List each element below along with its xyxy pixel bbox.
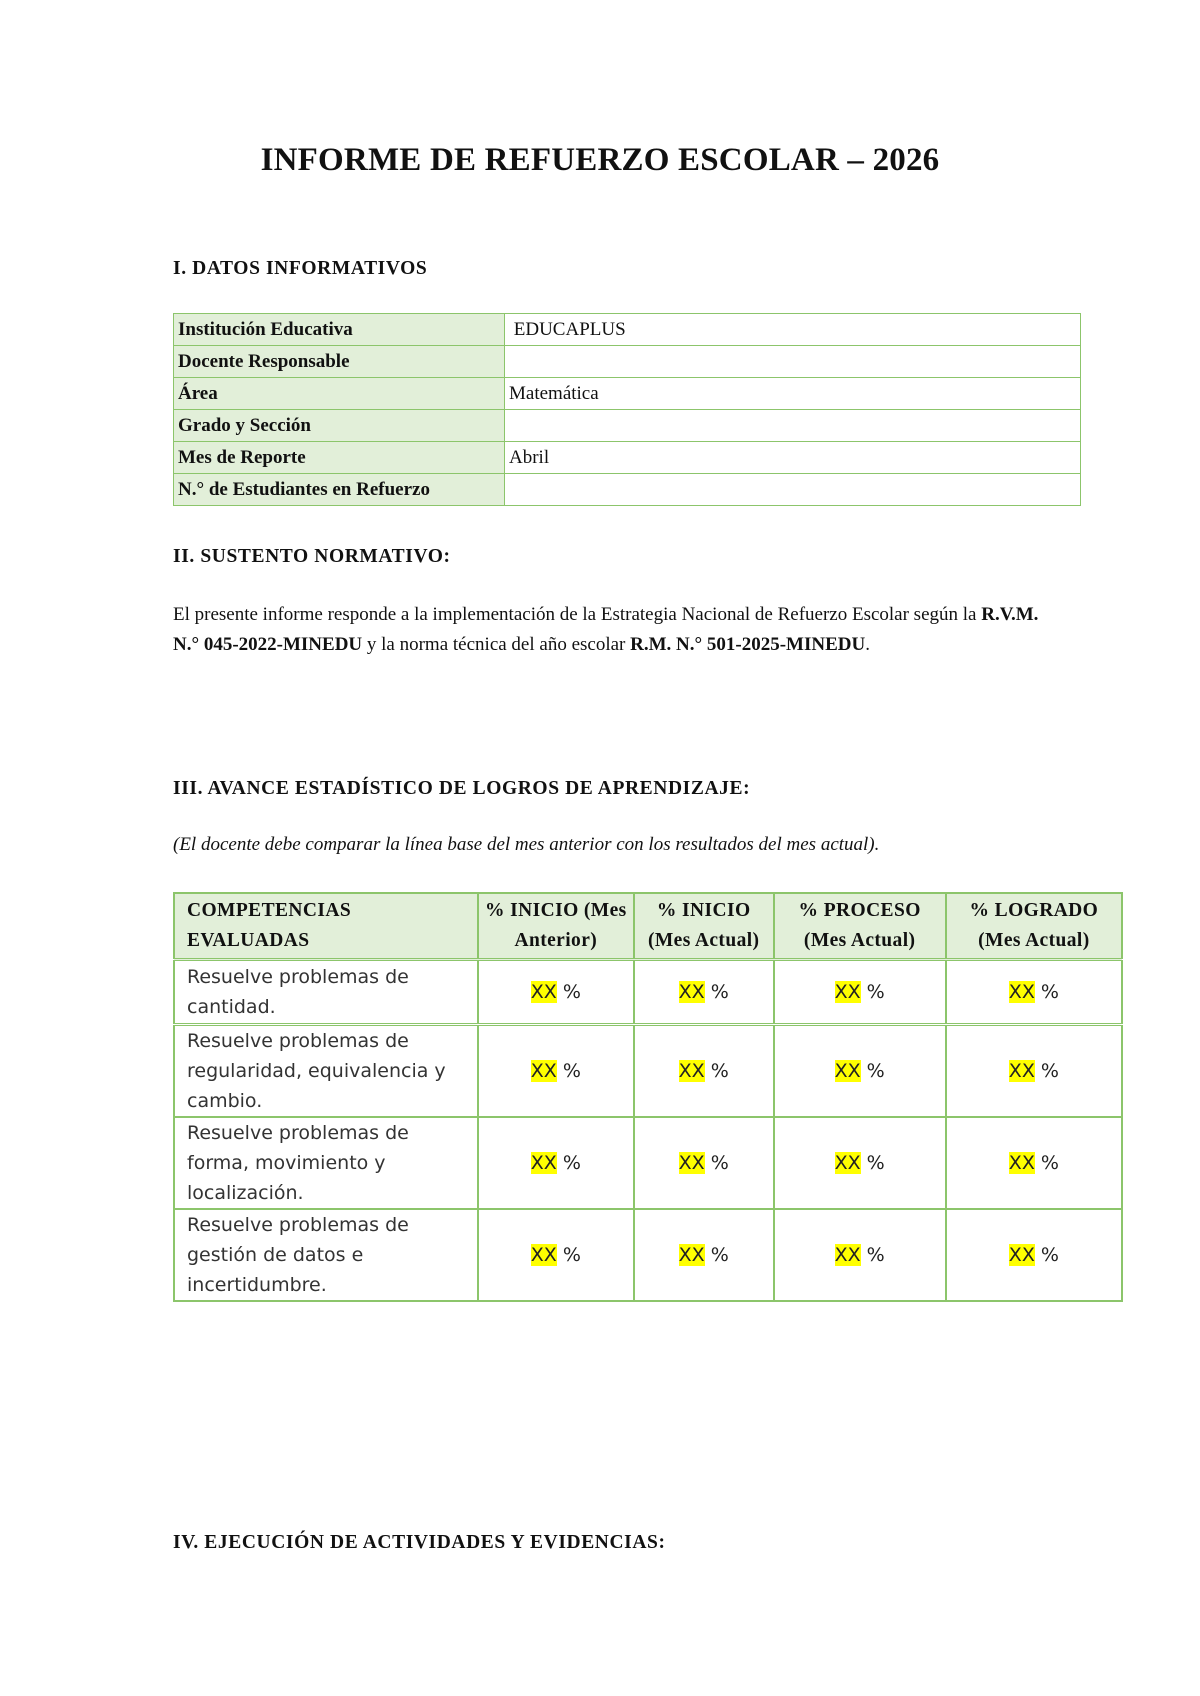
document-title: INFORME DE REFUERZO ESCOLAR – 2026	[260, 142, 940, 178]
placeholder-value: XX	[834, 1244, 861, 1266]
percent-sign: %	[556, 1152, 581, 1174]
placeholder-value: XX	[834, 981, 861, 1003]
table-row	[174, 1117, 1122, 1209]
percent-sign: %	[860, 981, 885, 1003]
percent-cell	[946, 1209, 1122, 1301]
percent-cell	[634, 960, 774, 1025]
percent-cell	[634, 1209, 774, 1301]
percent-cell	[774, 960, 946, 1025]
row-label: N.° de Estudiantes en Refuerzo	[174, 474, 505, 506]
percent-cell	[478, 960, 634, 1025]
regulation-reference: R.M. N.° 501-2025-MINEDU	[630, 634, 866, 655]
column-header: % INICIO (Mes Actual)	[634, 893, 774, 960]
row-value	[505, 474, 1081, 506]
percent-sign: %	[1034, 981, 1059, 1003]
sustento-paragraph	[173, 600, 1053, 660]
paragraph-text: .	[865, 634, 870, 655]
percent-cell	[774, 1209, 946, 1301]
percent-sign: %	[1034, 1244, 1059, 1266]
placeholder-value: XX	[678, 1060, 705, 1082]
percent-cell	[478, 1117, 634, 1209]
row-label: Grado y Sección	[174, 410, 505, 442]
regulation-reference: R.V.M. N.° 045-2022-MINEDU	[173, 604, 1039, 655]
percent-sign: %	[704, 1152, 729, 1174]
row-label: Mes de Reporte	[174, 442, 505, 474]
paragraph-text: El presente informe responde a la implementación de la Estrategia Nacional de Refuerzo Escolar según la	[173, 604, 982, 625]
datos-informativos-table	[173, 313, 1081, 506]
column-header: % INICIO (Mes Anterior)	[478, 893, 634, 960]
row-value	[505, 410, 1081, 442]
percent-cell	[634, 1117, 774, 1209]
paragraph-text: y la norma técnica del año escolar	[362, 634, 631, 655]
placeholder-value: XX	[834, 1060, 861, 1082]
percent-sign: %	[556, 1060, 581, 1082]
percent-cell	[946, 1025, 1122, 1118]
percent-cell	[478, 1025, 634, 1118]
table-row	[174, 442, 1081, 474]
row-label: Docente Responsable	[174, 346, 505, 378]
table-row	[174, 474, 1081, 506]
row-value: EDUCAPLUS	[505, 314, 1081, 346]
instruction-note: (El docente debe comparar la línea base del mes anterior con los resultados del mes actual).	[173, 834, 880, 855]
percent-cell	[774, 1025, 946, 1118]
percent-cell	[946, 1117, 1122, 1209]
table-row	[174, 1209, 1122, 1301]
table-row	[174, 1025, 1122, 1118]
percent-sign: %	[704, 981, 729, 1003]
placeholder-value: XX	[1008, 1244, 1035, 1266]
table-row	[174, 960, 1122, 1025]
placeholder-value: XX	[678, 1244, 705, 1266]
table-row	[174, 314, 1081, 346]
percent-sign: %	[704, 1060, 729, 1082]
percent-cell	[946, 960, 1122, 1025]
placeholder-value: XX	[1008, 1152, 1035, 1174]
percent-sign: %	[556, 981, 581, 1003]
percent-cell	[478, 1209, 634, 1301]
table-row	[174, 378, 1081, 410]
table-row	[174, 410, 1081, 442]
row-value: Matemática	[505, 378, 1081, 410]
competencia-cell: Resuelve problemas de regularidad, equivalencia y cambio.	[174, 1025, 478, 1118]
column-header: COMPETENCIAS EVALUADAS	[174, 893, 478, 960]
column-header: % LOGRADO (Mes Actual)	[946, 893, 1122, 960]
percent-cell	[774, 1117, 946, 1209]
row-value	[505, 346, 1081, 378]
row-label: Institución Educativa	[174, 314, 505, 346]
table-header-row	[174, 893, 1122, 960]
placeholder-value: XX	[678, 1152, 705, 1174]
section-heading-avance: III. AVANCE ESTADÍSTICO DE LOGROS DE APRENDIZAJE:	[173, 778, 751, 799]
placeholder-value: XX	[1008, 981, 1035, 1003]
section-heading-datos: I. DATOS INFORMATIVOS	[173, 258, 428, 279]
row-value: Abril	[505, 442, 1081, 474]
row-label: Área	[174, 378, 505, 410]
column-header: % PROCESO (Mes Actual)	[774, 893, 946, 960]
percent-sign: %	[860, 1060, 885, 1082]
percent-sign: %	[704, 1244, 729, 1266]
percent-sign: %	[556, 1244, 581, 1266]
percent-cell	[634, 1025, 774, 1118]
percent-sign: %	[1034, 1152, 1059, 1174]
competencia-cell: Resuelve problemas de cantidad.	[187, 966, 409, 1018]
placeholder-value: XX	[530, 1152, 557, 1174]
section-heading-ejecucion: IV. EJECUCIÓN DE ACTIVIDADES Y EVIDENCIAS:	[173, 1532, 666, 1553]
competencias-table	[173, 892, 1123, 1302]
section-heading-sustento: II. SUSTENTO NORMATIVO:	[173, 546, 451, 567]
placeholder-value: XX	[530, 981, 557, 1003]
percent-sign: %	[1034, 1060, 1059, 1082]
placeholder-value: XX	[1008, 1060, 1035, 1082]
placeholder-value: XX	[530, 1060, 557, 1082]
competencia-cell: Resuelve problemas de forma, movimiento y localización.	[174, 1117, 478, 1209]
table-row	[174, 346, 1081, 378]
placeholder-value: XX	[678, 981, 705, 1003]
percent-sign: %	[860, 1244, 885, 1266]
placeholder-value: XX	[530, 1244, 557, 1266]
competencia-cell: Resuelve problemas de gestión de datos e incertidumbre.	[174, 1209, 478, 1301]
percent-sign: %	[860, 1152, 885, 1174]
placeholder-value: XX	[834, 1152, 861, 1174]
